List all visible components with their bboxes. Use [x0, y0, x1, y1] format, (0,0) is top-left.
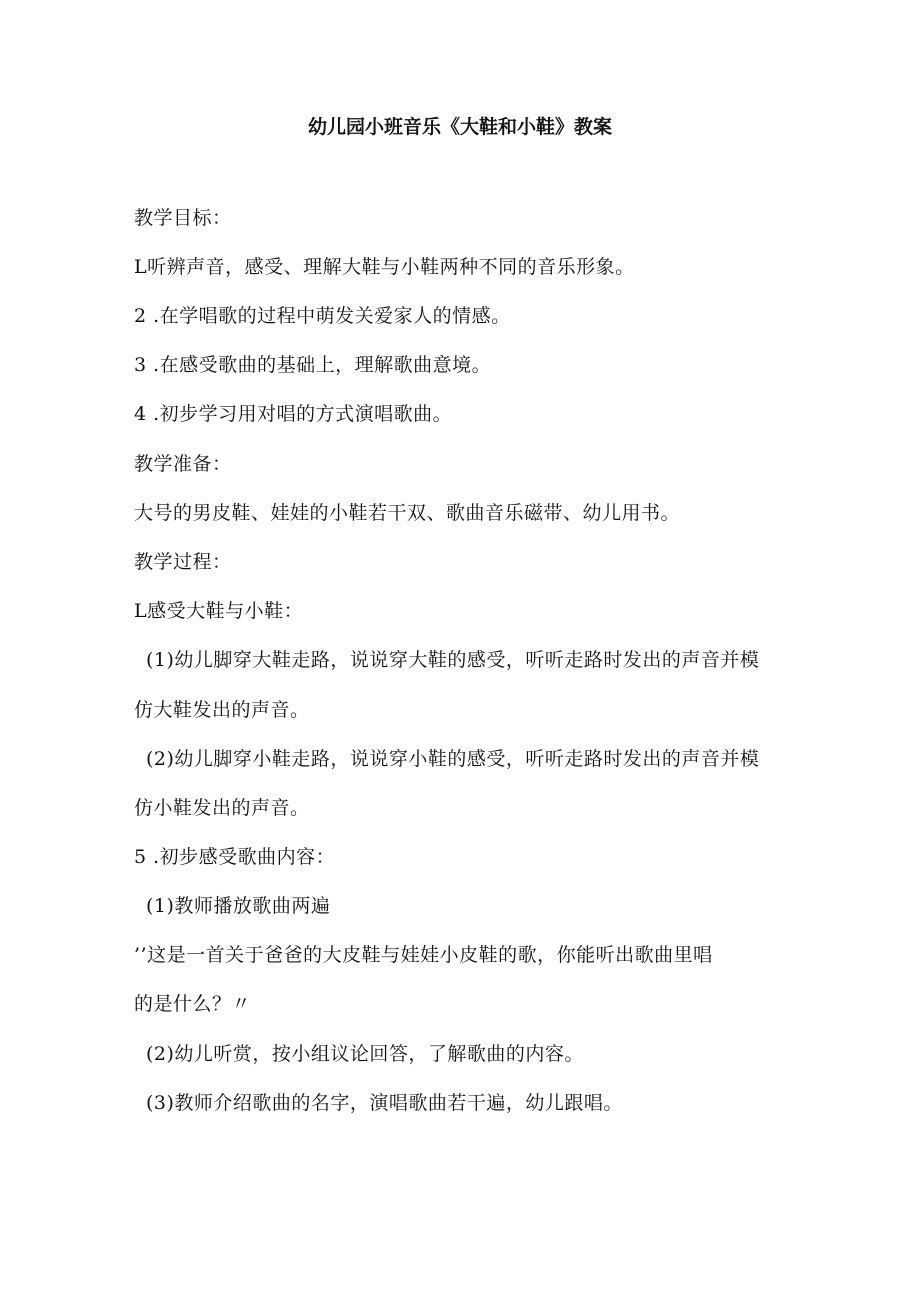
paragraph-line: 的是什么？〃 [134, 993, 252, 1015]
paragraph-line: (3)教师介绍歌曲的名字，演唱歌曲若干遍，幼儿跟唱。 [146, 1092, 623, 1114]
paragraph-line: (1)幼儿脚穿大鞋走路，说说穿大鞋的感受，听听走路时发出的声音并模 [146, 649, 760, 671]
paragraph-line: 仿大鞋发出的声音。 [134, 699, 310, 721]
section-heading-preparation: 教学准备： [134, 453, 232, 475]
paragraph-line: L听辨声音，感受、理解大鞋与小鞋两种不同的音乐形象。 [134, 256, 635, 278]
paragraph-line: (2)幼儿脚穿小鞋走路，说说穿小鞋的感受，听听走路时发出的声音并模 [146, 748, 760, 770]
paragraph-line: L感受大鞋与小鞋： [134, 600, 304, 622]
paragraph-line: 3 .在感受歌曲的基础上，理解歌曲意境。 [134, 354, 492, 376]
paragraph-line: 仿小鞋发出的声音。 [134, 797, 310, 819]
paragraph-line: 5 .初步感受歌曲内容： [134, 846, 336, 868]
paragraph-line: 4 .初步学习用对唱的方式演唱歌曲。 [134, 403, 453, 425]
paragraph-line: 大号的男皮鞋、娃娃的小鞋若干双、歌曲音乐磁带、幼儿用书。 [134, 502, 681, 524]
paragraph-line: (2)幼儿听赏，按小组议论回答，了解歌曲的内容。 [146, 1043, 584, 1065]
document-title: 幼儿园小班音乐《大鞋和小鞋》教案 [307, 116, 612, 138]
section-heading-process: 教学过程： [134, 551, 232, 573]
paragraph-line: 2 .在学唱歌的过程中萌发关爱家人的情感。 [134, 305, 511, 327]
paragraph-line: ’’这是一首关于爸爸的大皮鞋与娃娃小皮鞋的歌，你能听出歌曲里唱 [134, 944, 713, 966]
paragraph-line: (1)教师播放歌曲两遍 [146, 895, 331, 917]
section-heading-goals: 教学目标： [134, 207, 232, 229]
